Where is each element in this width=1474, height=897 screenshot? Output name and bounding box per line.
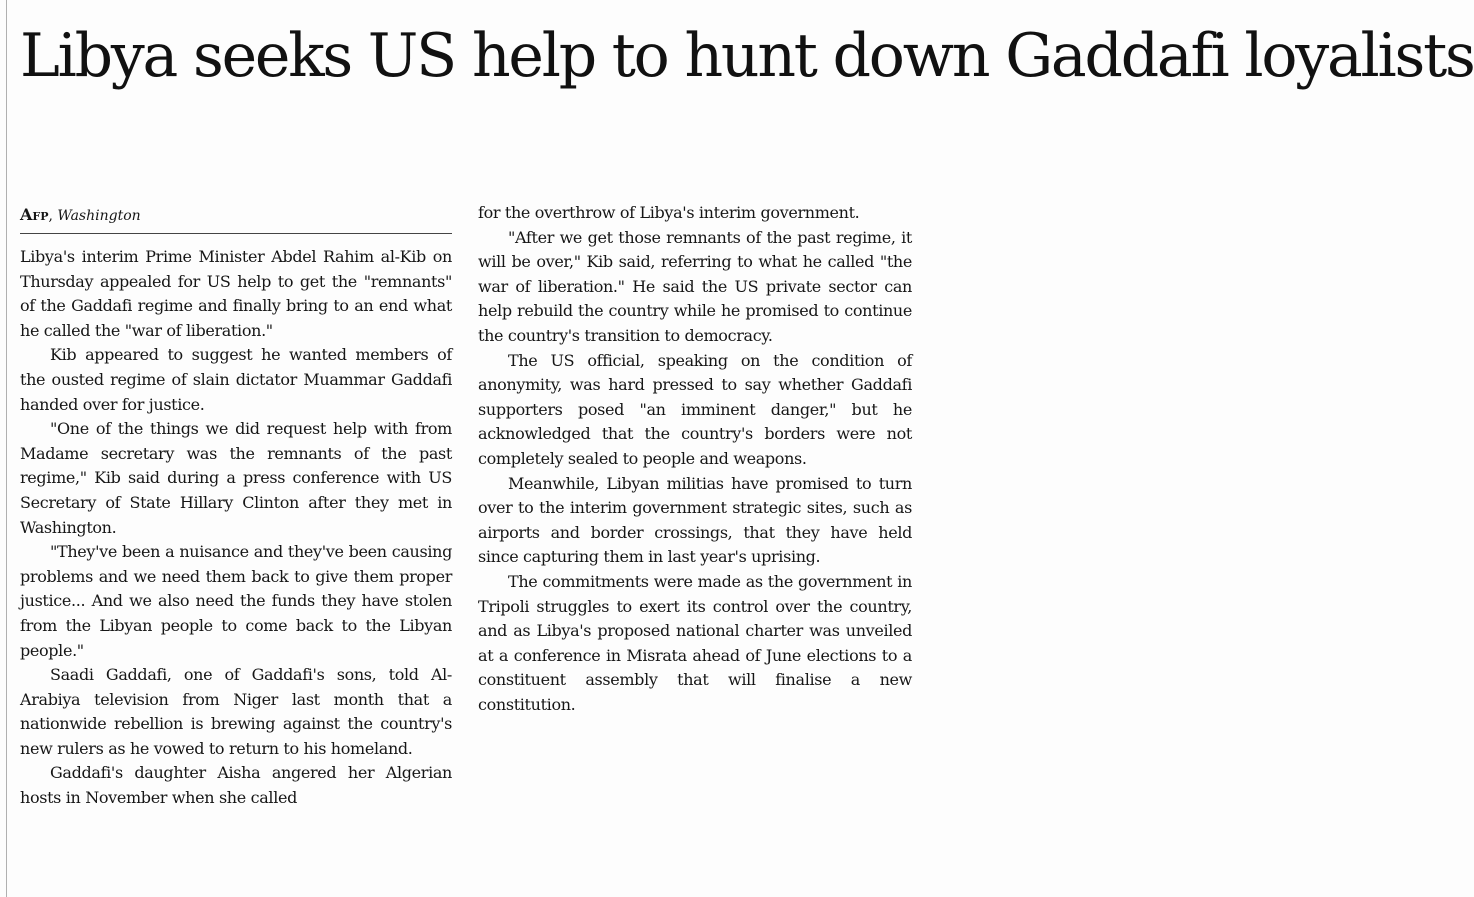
headline: Libya seeks US help to hunt down Gaddafi loyalists [20,21,1474,91]
byline [20,205,141,224]
byline-divider [20,233,452,234]
paragraph: Gaddafi's daughter Aisha angered her Algerian hosts in November when she called [20,763,452,808]
paragraph: Kib appeared to suggest he wanted members of the ousted regime of slain dictator Muammar Gaddafi handed over for justice. [20,345,452,414]
paragraph: The commitments were made as the government in Tripoli struggles to exert its control over the country, and as Libya's proposed national charter was unveiled at a conference in Misrata ahead of June elections to a constituent assembly that will finalise a new constitution. [478,571,912,714]
paragraph: Libya's interim Prime Minister Abdel Rahim al-Kib on Thursday appealed for US help to get the "remnants" of the Gaddafi regime and finally bring to an end what he called the "war of liberation." [20,247,452,340]
paragraph: "After we get those remnants of the past regime, it will be over," Kib said, referring to what he called "the war of liberation." He said the US private sector can help rebuild the country while he promised to continue the country's transition to democracy. [478,227,912,345]
byline-comma: , [48,208,58,224]
paragraph: The US official, speaking on the condition of anonymity, was hard pressed to say whether Gaddafi supporters posed "an imminent danger," but he acknowledged that the country's borders were not completely sealed to people and weapons. [478,350,912,468]
paragraph: "They've been a nuisance and they've been causing problems and we need them back to give them proper justice... And we also need the funds they have stolen from the Libyan people to come back to the Libyan people." [20,542,452,660]
paragraph-continued: for the overthrow of Libya's interim government. [478,203,860,222]
paragraph: "One of the things we did request help with from Madame secretary was the remnants of the past regime," Kib said during a press conference with US Secretary of State Hillary Clinton after they met in Washington. [20,419,452,537]
article-column-2 [478,201,912,717]
byline-agency: Afp [20,205,49,224]
paragraph: Saadi Gaddafi, one of Gaddafi's sons, told Al-Arabiya television from Niger last month that a nationwide rebellion is brewing against the country's new rulers as he vowed to return to his homeland. [20,665,452,758]
article-column-1 [20,245,452,811]
byline-location: Washington [57,208,141,224]
column-rule [6,0,7,897]
paragraph: Meanwhile, Libyan militias have promised to turn over to the interim government strategic sites, such as airports and border crossings, that they have held since capturing them in last year's uprising. [478,473,912,567]
